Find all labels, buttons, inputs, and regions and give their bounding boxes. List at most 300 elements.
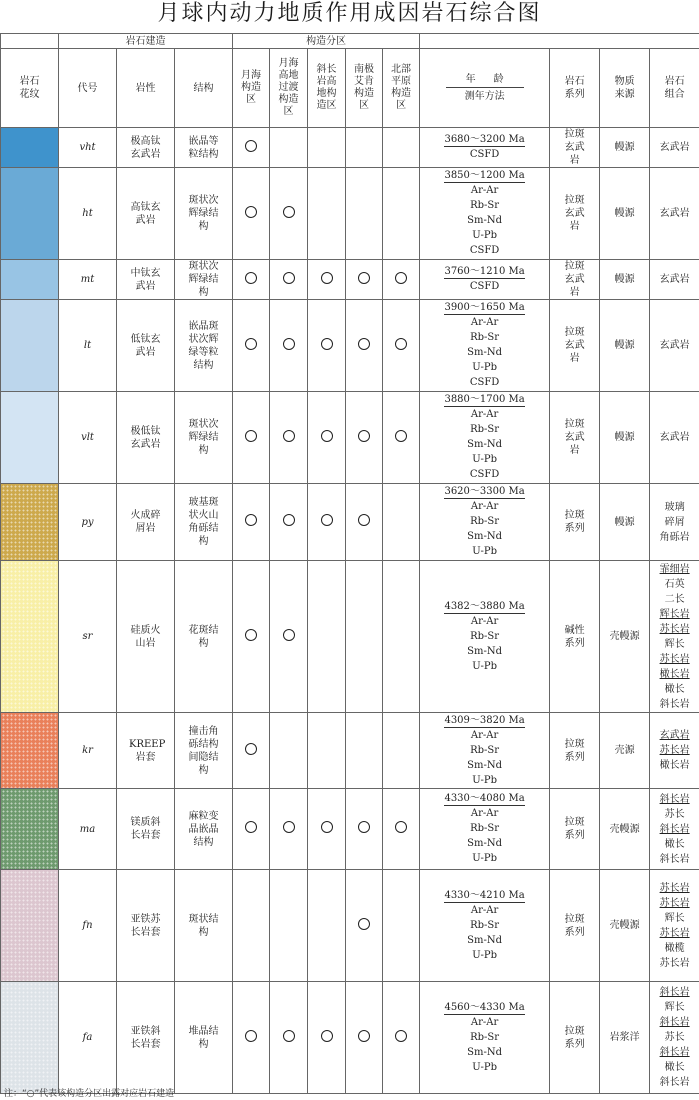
assemblage-item: 斜长岩 [659, 1047, 690, 1058]
presence-circle-icon [245, 338, 257, 350]
header-zone-4: 南极艾肯构造区 [346, 49, 383, 128]
rock-code: sr [59, 561, 117, 713]
table-row [1, 713, 699, 789]
assemblage-item: 苏长 [664, 1032, 685, 1043]
assemblage-item: 斜长岩 [659, 793, 690, 805]
presence-circle-icon [321, 338, 333, 350]
age-range: 4382～3880 Ma [444, 600, 525, 612]
material-source: 壳幔源 [600, 789, 650, 870]
table-row [1, 870, 699, 982]
rock-structure: 斑状次辉绿结构 [175, 392, 233, 484]
assemblage-item: 玄武岩 [659, 208, 690, 219]
zone-cell-3 [308, 484, 346, 561]
page-title: 月球内动力地质作用成因岩石综合图 [157, 1, 542, 26]
assemblage-item: 斜长岩 [659, 698, 690, 710]
zone-cell-1 [233, 982, 270, 1094]
dating-method: Rb-Sr [470, 332, 500, 343]
table-body [1, 128, 699, 1094]
presence-circle-icon [283, 206, 295, 218]
material-source: 幔源 [600, 260, 650, 300]
zone-cell-3 [308, 982, 346, 1094]
assemblage-item: 玄武岩 [659, 274, 690, 285]
assemblage-item: 橄长 [664, 1062, 685, 1073]
dating-method: Ar-Ar [470, 501, 499, 512]
assemblage-item: 苏长岩 [659, 927, 690, 939]
dating-method: U-Pb [472, 853, 497, 864]
age-range: 3680～3200 Ma [444, 134, 525, 145]
dating-method: Sm-Nd [467, 215, 503, 226]
rock-assemblage [650, 789, 699, 870]
rock-assemblage [650, 561, 699, 713]
assemblage-item: 橄长 [664, 838, 685, 850]
zone-cell-1 [233, 789, 270, 870]
rock-structure: 玻基斑状火山角砾结构 [175, 484, 233, 561]
assemblage-item: 斜长岩 [659, 1077, 690, 1088]
rock-code: ht [59, 168, 117, 260]
table-row [1, 484, 699, 561]
rock-series: 拉斑玄武岩 [550, 392, 600, 484]
presence-circle-icon [283, 338, 295, 350]
rock-lithology: 硅质火山岩 [117, 561, 175, 713]
zone-cell-1 [233, 300, 270, 392]
rock-code: vlt [59, 392, 117, 484]
dating-method: U-Pb [472, 949, 497, 961]
rock-structure: 斑状结构 [175, 870, 233, 982]
zone-cell-4 [346, 300, 383, 392]
dating-method: Ar-Ar [470, 317, 499, 328]
zone-cell-5 [383, 484, 420, 561]
assemblage-item: 碎屑 [664, 516, 685, 528]
age-range: 4309～3820 Ma [444, 714, 525, 726]
age-cell [420, 713, 550, 789]
presence-circle-icon [321, 821, 333, 833]
rock-lithology: 极高钛玄武岩 [117, 128, 175, 168]
dating-method: Ar-Ar [470, 409, 499, 420]
presence-circle-icon [245, 629, 257, 641]
zone-cell-4 [346, 128, 383, 168]
rock-lithology: 极低钛玄武岩 [117, 392, 175, 484]
presence-circle-icon [358, 272, 370, 284]
zone-cell-4 [346, 713, 383, 789]
rock-assemblage [650, 982, 699, 1094]
rock-pattern-swatch [1, 128, 59, 168]
assemblage-item: 苏长岩 [659, 623, 690, 635]
presence-circle-icon [321, 272, 333, 284]
header-source: 物质来源 [600, 49, 650, 128]
header-lithology: 岩性 [117, 49, 175, 128]
rock-pattern-swatch [1, 982, 59, 1094]
rock-pattern-swatch [1, 484, 59, 561]
dating-method: Sm-Nd [467, 439, 503, 450]
rock-series: 拉斑系列 [550, 789, 600, 870]
header-group-row [1, 34, 699, 49]
table-row [1, 789, 699, 870]
assemblage-item: 苏长岩 [659, 882, 690, 894]
rock-series: 碱性系列 [550, 561, 600, 713]
rock-table [0, 33, 699, 1094]
presence-circle-icon [245, 821, 257, 833]
presence-circle-icon [245, 272, 257, 284]
assemblage-item: 斜长岩 [659, 853, 690, 865]
assemblage-item: 玄武岩 [659, 730, 690, 741]
rock-series: 拉斑玄武岩 [550, 128, 600, 168]
zone-cell-4 [346, 168, 383, 260]
dating-method: Rb-Sr [470, 823, 500, 834]
rock-code: fa [59, 982, 117, 1094]
assemblage-item: 橄长岩 [659, 760, 690, 771]
dating-method: Rb-Sr [470, 200, 500, 211]
rock-lithology: 亚铁苏长岩套 [117, 870, 175, 982]
header-blank-left [1, 34, 59, 49]
age-range: 4330～4210 Ma [444, 889, 525, 901]
age-cell [420, 789, 550, 870]
assemblage-item: 橄长岩 [659, 668, 690, 680]
dating-method: U-Pb [472, 1061, 497, 1073]
age-cell [420, 870, 550, 982]
header-code: 代号 [59, 49, 117, 128]
rock-assemblage [650, 392, 699, 484]
zone-cell-1 [233, 392, 270, 484]
presence-circle-icon [283, 430, 295, 442]
age-cell [420, 128, 550, 168]
header-assemblage: 岩石组合 [650, 49, 699, 128]
rock-assemblage [650, 870, 699, 982]
assemblage-item: 玄武岩 [659, 340, 690, 351]
dating-method: U-Pb [472, 546, 497, 557]
rock-structure: 麻粒变晶嵌晶结构 [175, 789, 233, 870]
zone-cell-4 [346, 789, 383, 870]
zone-cell-2 [270, 484, 308, 561]
assemblage-item: 橄长 [664, 683, 685, 695]
dating-method: Rb-Sr [470, 919, 500, 931]
header-column-row [1, 49, 699, 128]
presence-circle-icon [395, 338, 407, 350]
presence-circle-icon [321, 514, 333, 526]
zone-cell-3 [308, 260, 346, 300]
rock-series: 拉斑玄武岩 [550, 168, 600, 260]
age-cell [420, 392, 550, 484]
zone-cell-4 [346, 870, 383, 982]
assemblage-item: 石英 [664, 578, 685, 590]
rock-assemblage [650, 484, 699, 561]
zone-cell-5 [383, 392, 420, 484]
age-range: 3760～1210 Ma [444, 266, 525, 277]
zone-cell-1 [233, 168, 270, 260]
dating-method: CSFD [469, 377, 500, 388]
footnote: 注：“○”代表该构造分区出露对应岩石建造 [4, 1089, 175, 1099]
zone-cell-3 [308, 128, 346, 168]
header-structure: 结构 [175, 49, 233, 128]
presence-circle-icon [358, 918, 370, 930]
zone-cell-1 [233, 128, 270, 168]
assemblage-item: 苏长岩 [659, 957, 690, 969]
rock-series: 拉斑系列 [550, 713, 600, 789]
dating-method: U-Pb [472, 362, 497, 373]
age-cell [420, 982, 550, 1094]
assemblage-item: 苏长 [664, 808, 685, 820]
rock-assemblage [650, 260, 699, 300]
age-cell [420, 168, 550, 260]
rock-lithology: 镁质斜长岩套 [117, 789, 175, 870]
rock-code: vht [59, 128, 117, 168]
rock-pattern-swatch [1, 561, 59, 713]
dating-method: Ar-Ar [470, 185, 499, 196]
presence-circle-icon [395, 430, 407, 442]
rock-lithology: 高钛玄武岩 [117, 168, 175, 260]
rock-series: 拉斑系列 [550, 982, 600, 1094]
rock-structure: 斑状次辉绿结构 [175, 168, 233, 260]
rock-lithology: 低钛玄武岩 [117, 300, 175, 392]
zone-cell-1 [233, 484, 270, 561]
dating-method: CSFD [469, 281, 500, 292]
zone-cell-5 [383, 300, 420, 392]
assemblage-item: 斜长岩 [659, 823, 690, 835]
zone-cell-2 [270, 982, 308, 1094]
presence-circle-icon [321, 430, 333, 442]
presence-circle-icon [245, 743, 257, 755]
header-age-method: 测年方法 [464, 90, 505, 102]
dating-method: CSFD [469, 469, 500, 480]
age-cell [420, 561, 550, 713]
rock-lithology: 火成碎屑岩 [117, 484, 175, 561]
material-source: 幔源 [600, 300, 650, 392]
zone-cell-2 [270, 870, 308, 982]
zone-cell-5 [383, 982, 420, 1094]
presence-circle-icon [283, 514, 295, 526]
header-pattern: 岩石花纹 [1, 49, 59, 128]
material-source: 幔源 [600, 128, 650, 168]
rock-code: py [59, 484, 117, 561]
rock-lithology: 亚铁斜长岩套 [117, 982, 175, 1094]
presence-circle-icon [321, 1030, 333, 1042]
dating-method: Sm-Nd [467, 934, 503, 946]
dating-method: Rb-Sr [470, 424, 500, 435]
zone-cell-2 [270, 713, 308, 789]
zone-cell-3 [308, 168, 346, 260]
zone-cell-5 [383, 870, 420, 982]
rock-lithology: 中钛玄武岩 [117, 260, 175, 300]
zone-cell-2 [270, 300, 308, 392]
dating-method: Sm-Nd [467, 838, 503, 849]
dating-method: Ar-Ar [470, 1016, 499, 1028]
dating-method: Sm-Nd [467, 645, 503, 657]
rock-pattern-swatch [1, 789, 59, 870]
material-source: 壳幔源 [600, 561, 650, 713]
rock-series: 拉斑系列 [550, 484, 600, 561]
rock-series: 拉斑系列 [550, 870, 600, 982]
header-age-label: 年龄 [446, 73, 524, 88]
dating-method: Rb-Sr [470, 630, 500, 642]
rock-assemblage [650, 128, 699, 168]
age-cell [420, 300, 550, 392]
rock-pattern-swatch [1, 168, 59, 260]
zone-cell-4 [346, 260, 383, 300]
presence-circle-icon [283, 272, 295, 284]
header-zone-1: 月海构造区 [233, 49, 270, 128]
dating-method: Rb-Sr [470, 1031, 500, 1043]
material-source: 壳幔源 [600, 870, 650, 982]
table-row [1, 392, 699, 484]
dating-method: Ar-Ar [470, 615, 499, 627]
presence-circle-icon [358, 1030, 370, 1042]
presence-circle-icon [395, 821, 407, 833]
rock-pattern-swatch [1, 713, 59, 789]
dating-method: U-Pb [472, 660, 497, 672]
zone-cell-3 [308, 561, 346, 713]
age-range: 3900～1650 Ma [444, 302, 525, 313]
presence-circle-icon [283, 629, 295, 641]
zone-cell-1 [233, 870, 270, 982]
assemblage-item: 玻璃 [664, 501, 685, 513]
rock-code: ma [59, 789, 117, 870]
dating-method: Sm-Nd [467, 759, 503, 771]
presence-circle-icon [395, 272, 407, 284]
zone-cell-5 [383, 168, 420, 260]
zone-cell-5 [383, 128, 420, 168]
zone-cell-2 [270, 392, 308, 484]
assemblage-item: 霏细岩 [659, 563, 690, 575]
zone-cell-5 [383, 789, 420, 870]
rock-code: mt [59, 260, 117, 300]
dating-method: Rb-Sr [470, 516, 500, 527]
rock-assemblage [650, 713, 699, 789]
rock-structure: 嵌晶等粒结构 [175, 128, 233, 168]
header-formation-group: 岩石建造 [59, 34, 233, 49]
presence-circle-icon [283, 1030, 295, 1042]
presence-circle-icon [245, 430, 257, 442]
rock-code: kr [59, 713, 117, 789]
presence-circle-icon [395, 1030, 407, 1042]
material-source: 幔源 [600, 168, 650, 260]
age-cell [420, 484, 550, 561]
dating-method: Ar-Ar [470, 808, 499, 819]
assemblage-item: 辉长 [664, 912, 685, 924]
zone-cell-4 [346, 561, 383, 713]
rock-pattern-swatch [1, 300, 59, 392]
header-series: 岩石系列 [550, 49, 600, 128]
zone-cell-3 [308, 789, 346, 870]
age-range: 3880～1700 Ma [444, 394, 525, 405]
dating-method: U-Pb [472, 230, 497, 241]
rock-code: fn [59, 870, 117, 982]
assemblage-item: 角砾岩 [659, 531, 690, 543]
zone-cell-2 [270, 561, 308, 713]
rock-lithology: KREEP岩套 [117, 713, 175, 789]
rock-pattern-swatch [1, 392, 59, 484]
assemblage-item: 辉长 [664, 638, 685, 650]
age-cell [420, 260, 550, 300]
material-source: 壳源 [600, 713, 650, 789]
header-zone-group: 构造分区 [233, 34, 420, 49]
dating-method: CSFD [469, 245, 500, 256]
table-row [1, 982, 699, 1094]
assemblage-item: 苏长岩 [659, 897, 690, 909]
zone-cell-4 [346, 982, 383, 1094]
zone-cell-1 [233, 260, 270, 300]
zone-cell-4 [346, 392, 383, 484]
dating-method: U-Pb [472, 454, 497, 465]
assemblage-item: 二长 [664, 593, 685, 605]
header-zone-3: 斜长岩高地构造区 [308, 49, 346, 128]
rock-structure: 斑状次辉绿结构 [175, 260, 233, 300]
age-range: 4560～4330 Ma [444, 1001, 525, 1013]
header-blank-right [420, 34, 699, 49]
table-row [1, 168, 699, 260]
table-row [1, 300, 699, 392]
zone-cell-2 [270, 260, 308, 300]
table-row [1, 561, 699, 713]
material-source: 幔源 [600, 484, 650, 561]
zone-cell-3 [308, 713, 346, 789]
assemblage-item: 玄武岩 [659, 142, 690, 153]
age-range: 3850～1200 Ma [444, 170, 525, 181]
rock-pattern-swatch [1, 260, 59, 300]
zone-cell-1 [233, 713, 270, 789]
presence-circle-icon [358, 514, 370, 526]
table-row [1, 128, 699, 168]
rock-structure: 撞击角砾结构间隐结构 [175, 713, 233, 789]
presence-circle-icon [283, 821, 295, 833]
assemblage-item: 苏长岩 [659, 653, 690, 665]
dating-method: Rb-Sr [470, 744, 500, 756]
rock-assemblage [650, 168, 699, 260]
dating-method: U-Pb [472, 774, 497, 786]
presence-circle-icon [245, 514, 257, 526]
age-range: 4330～4080 Ma [444, 793, 525, 804]
zone-cell-4 [346, 484, 383, 561]
presence-circle-icon [245, 140, 257, 152]
zone-cell-2 [270, 168, 308, 260]
table-row [1, 260, 699, 300]
dating-method: Ar-Ar [470, 904, 499, 916]
zone-cell-1 [233, 561, 270, 713]
presence-circle-icon [358, 821, 370, 833]
presence-circle-icon [358, 338, 370, 350]
presence-circle-icon [245, 206, 257, 218]
zone-cell-3 [308, 870, 346, 982]
zone-cell-5 [383, 713, 420, 789]
material-source: 幔源 [600, 392, 650, 484]
zone-cell-2 [270, 128, 308, 168]
dating-method: Ar-Ar [470, 729, 499, 741]
age-range: 3620～3300 Ma [444, 486, 525, 497]
assemblage-item: 橄榄 [664, 942, 685, 954]
header-age [420, 49, 550, 128]
rock-structure: 花斑结构 [175, 561, 233, 713]
rock-structure: 嵌晶斑状次辉绿等粒结构 [175, 300, 233, 392]
dating-method: Sm-Nd [467, 1046, 503, 1058]
zone-cell-2 [270, 789, 308, 870]
zone-cell-3 [308, 300, 346, 392]
zone-cell-5 [383, 260, 420, 300]
rock-series: 拉斑玄武岩 [550, 260, 600, 300]
rock-structure: 堆晶结构 [175, 982, 233, 1094]
presence-circle-icon [245, 1030, 257, 1042]
rock-assemblage [650, 300, 699, 392]
header-zone-5: 北部平原构造区 [383, 49, 420, 128]
rock-code: lt [59, 300, 117, 392]
material-source: 岩浆洋 [600, 982, 650, 1094]
dating-method: Sm-Nd [467, 531, 503, 542]
dating-method: Sm-Nd [467, 347, 503, 358]
assemblage-item: 辉长岩 [659, 608, 690, 620]
dating-method: CSFD [469, 149, 500, 160]
assemblage-item: 辉长 [664, 1002, 685, 1013]
assemblage-item: 苏长岩 [659, 745, 690, 756]
assemblage-item: 斜长岩 [659, 1017, 690, 1028]
zone-cell-5 [383, 561, 420, 713]
assemblage-item: 玄武岩 [659, 432, 690, 443]
